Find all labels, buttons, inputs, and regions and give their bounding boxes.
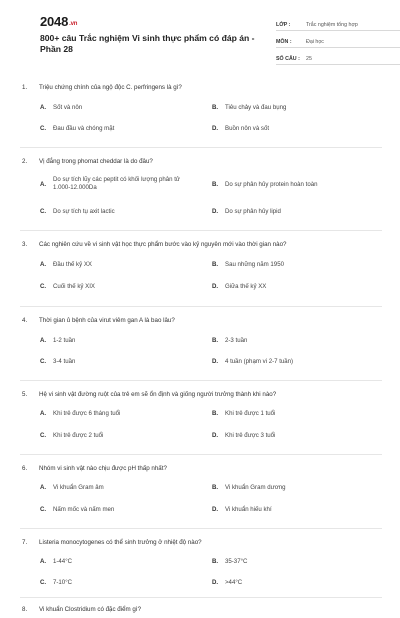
meta-value: 25 (306, 56, 312, 62)
answer-option[interactable] (40, 125, 114, 132)
question-number: 6. (22, 465, 28, 472)
question-stem: Thời gian ủ bệnh của virut viêm gan A là bao lâu? (39, 317, 175, 324)
option-text: Khi trẻ được 2 tuổi (53, 432, 104, 439)
option-text: 4 tuần (phạm vi 2-7 tuần) (225, 358, 294, 365)
option-text: Giữa thế kỷ XX (225, 283, 267, 290)
answer-option[interactable] (40, 432, 103, 439)
option-text: Đau đầu và chóng mặt (53, 125, 115, 132)
question-item (20, 598, 382, 618)
question-text (22, 539, 202, 546)
answer-option[interactable] (212, 506, 272, 513)
question-stem: Nhóm vi sinh vật nào chịu được pH thấp nhất? (39, 465, 167, 472)
answer-option[interactable] (40, 176, 200, 192)
option-letter: D. (212, 283, 219, 290)
option-letter: D. (212, 358, 219, 365)
question-number: 3. (22, 241, 28, 248)
question-list (0, 74, 400, 618)
option-letter: A. (40, 104, 47, 111)
option-letter: A. (40, 558, 47, 565)
option-text: 1-44°C (53, 558, 73, 565)
option-text: Cuối thế kỷ XIX (53, 283, 95, 290)
meta-value: Trắc nghiệm tổng hợp (306, 22, 358, 28)
option-letter: C. (40, 358, 47, 365)
option-text: Vi khuẩn Gram dương (225, 484, 286, 491)
document-header (20, 0, 382, 68)
meta-row-count (276, 50, 400, 65)
meta-value: Đại học (306, 39, 324, 45)
question-item (20, 307, 382, 381)
answer-option[interactable] (40, 104, 82, 111)
document-meta (276, 16, 400, 67)
answer-option[interactable] (40, 208, 115, 215)
question-text (22, 606, 141, 613)
option-text: Tiêu chảy và đau bụng (225, 104, 287, 111)
question-number: 1. (22, 84, 28, 91)
option-text: Khi trẻ được 3 tuổi (225, 432, 276, 439)
option-text: >44°C (225, 579, 243, 586)
option-letter: C. (40, 579, 47, 586)
answer-option[interactable] (40, 283, 95, 290)
answer-option[interactable] (212, 558, 247, 565)
option-letter: A. (40, 180, 47, 188)
answer-option[interactable] (212, 208, 281, 215)
question-item (20, 381, 382, 455)
meta-label: SỐ CÂU : (276, 56, 300, 62)
option-letter: B. (212, 181, 219, 188)
answer-option[interactable] (212, 261, 284, 268)
option-text: 1-2 tuần (53, 337, 76, 344)
question-number: 4. (22, 317, 28, 324)
option-letter: C. (40, 208, 47, 215)
question-stem: Vị đắng trong phomat cheddar là do đâu? (39, 158, 153, 165)
option-letter: B. (212, 104, 219, 111)
question-item (20, 231, 382, 307)
site-logo[interactable] (40, 14, 77, 29)
option-letter: C. (40, 125, 47, 132)
question-text (22, 158, 153, 165)
answer-option[interactable] (212, 410, 275, 417)
option-letter: A. (40, 337, 47, 344)
option-text: Vi khuẩn hiếu khí (225, 506, 272, 513)
document-title: 800+ câu Trắc nghiệm Vi sinh thực phẩm có đáp án - Phần 28 (40, 33, 255, 54)
question-number: 2. (22, 158, 28, 165)
option-letter: C. (40, 506, 47, 513)
question-text (22, 391, 276, 398)
option-letter: B. (212, 337, 219, 344)
answer-option[interactable] (40, 261, 92, 268)
option-text: Đầu thế kỷ XX (53, 261, 92, 268)
option-text: Buồn nôn và sốt (225, 125, 270, 132)
answer-option[interactable] (212, 579, 242, 586)
option-text: Do sự phân hủy lipid (225, 208, 281, 215)
question-stem: Vi khuẩn Clostridium có đặc điểm gì? (39, 606, 142, 613)
question-number: 8. (22, 606, 28, 613)
question-text (22, 317, 175, 324)
answer-option[interactable] (212, 181, 318, 188)
option-letter: C. (40, 432, 47, 439)
option-letter: C. (40, 283, 47, 290)
option-text: Nấm mốc và nấm men (53, 506, 115, 513)
question-item (20, 74, 382, 148)
option-letter: A. (40, 410, 47, 417)
answer-option[interactable] (40, 558, 72, 565)
option-letter: D. (212, 432, 219, 439)
option-text: 2-3 tuần (225, 337, 248, 344)
option-letter: B. (212, 261, 219, 268)
meta-row-subject (276, 33, 400, 48)
meta-row-class (276, 16, 400, 31)
option-text: Do sự tích lũy các peptit có khối lượng phân tử 1.000-12.000Da (53, 176, 180, 191)
answer-option[interactable] (40, 358, 75, 365)
option-text: 3-4 tuần (53, 358, 76, 365)
question-item (20, 148, 382, 231)
option-letter: B. (212, 484, 219, 491)
option-text: Sau những năm 1950 (225, 261, 284, 268)
question-text (22, 465, 167, 472)
option-text: Do sự tích tụ axit lactic (53, 208, 115, 215)
option-letter: D. (212, 506, 219, 513)
question-item (20, 455, 382, 529)
option-text: 35-37°C (225, 558, 248, 565)
meta-label: LỚP : (276, 22, 291, 28)
answer-option[interactable] (212, 125, 269, 132)
option-letter: B. (212, 558, 219, 565)
answer-option[interactable] (212, 358, 293, 365)
answer-option[interactable] (212, 337, 247, 344)
question-stem: Triệu chứng chính của ngộ độc C. perfringens là gì? (39, 84, 182, 91)
answer-option[interactable] (212, 484, 285, 491)
option-letter: D. (212, 208, 219, 215)
answer-option[interactable] (212, 432, 275, 439)
question-stem: Listeria monocytogenes có thể sinh trưởng ở nhiệt độ nào? (39, 539, 202, 546)
question-stem: Hệ vi sinh vật đường ruột của trẻ em sẽ ổn định và giống người trưởng thành khi nào? (39, 391, 277, 398)
question-text (22, 84, 182, 91)
meta-label: MÔN : (276, 39, 292, 45)
option-letter: A. (40, 261, 47, 268)
answer-option[interactable] (40, 337, 75, 344)
option-letter: D. (212, 125, 219, 132)
question-number: 5. (22, 391, 28, 398)
answer-option[interactable] (40, 506, 114, 513)
option-text: 7-10°C (53, 579, 73, 586)
option-letter: A. (40, 484, 47, 491)
option-text: Khi trẻ được 6 tháng tuổi (53, 410, 121, 417)
question-item (20, 529, 382, 598)
option-letter: B. (212, 410, 219, 417)
option-text: Do sự phân hủy protein hoàn toàn (225, 181, 318, 188)
question-stem: Các nghiên cứu về vi sinh vật học thực phẩm bước vào kỷ nguyên mới vào thời gian nào? (39, 241, 287, 248)
answer-option[interactable] (212, 283, 266, 290)
question-number: 7. (22, 539, 28, 546)
option-text: Vi khuẩn Gram âm (53, 484, 104, 491)
option-letter: D. (212, 579, 219, 586)
option-text: Sốt và nôn (53, 104, 83, 111)
answer-option[interactable] (212, 104, 286, 111)
answer-option[interactable] (40, 410, 120, 417)
option-text: Khi trẻ được 1 tuổi (225, 410, 276, 417)
logo-suffix: .vn (69, 21, 78, 27)
question-text (22, 241, 286, 248)
logo-text: 2048 (40, 14, 69, 29)
answer-option[interactable] (40, 484, 104, 491)
answer-option[interactable] (40, 579, 72, 586)
